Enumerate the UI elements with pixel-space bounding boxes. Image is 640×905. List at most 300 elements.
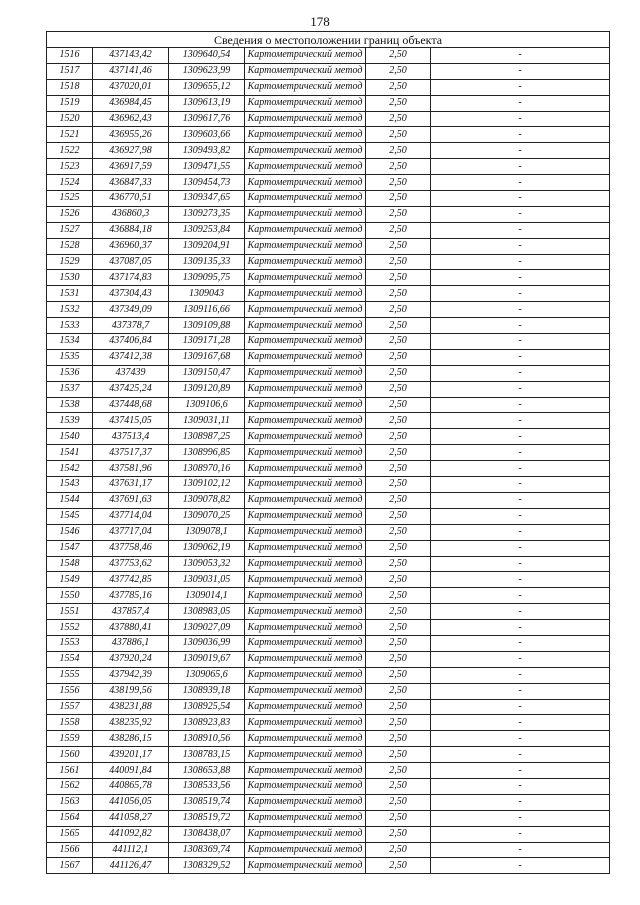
method-cell: Картометрический метод [245, 826, 366, 842]
y-coordinate-cell: 1309036,99 [169, 635, 245, 651]
x-coordinate-cell: 437758,46 [93, 540, 169, 556]
method-cell: Картометрический метод [245, 858, 366, 874]
point-number-cell: 1555 [47, 667, 93, 683]
x-coordinate-cell: 441092,82 [93, 826, 169, 842]
accuracy-cell: 2,50 [366, 842, 431, 858]
accuracy-cell: 2,50 [366, 63, 431, 79]
point-number-cell: 1525 [47, 191, 93, 207]
y-coordinate-cell: 1308996,85 [169, 445, 245, 461]
y-coordinate-cell: 1308987,25 [169, 429, 245, 445]
accuracy-cell: 2,50 [366, 79, 431, 95]
description-cell: - [431, 524, 610, 540]
x-coordinate-cell: 439201,17 [93, 747, 169, 763]
method-cell: Картометрический метод [245, 111, 366, 127]
point-number-cell: 1545 [47, 508, 93, 524]
y-coordinate-cell: 1308369,74 [169, 842, 245, 858]
point-number-cell: 1552 [47, 620, 93, 636]
description-cell: - [431, 445, 610, 461]
table-row [47, 556, 610, 572]
x-coordinate-cell: 437785,16 [93, 588, 169, 604]
table-row [47, 175, 610, 191]
y-coordinate-cell: 1309640,54 [169, 48, 245, 64]
method-cell: Картометрический метод [245, 667, 366, 683]
method-cell: Картометрический метод [245, 365, 366, 381]
description-cell: - [431, 334, 610, 350]
y-coordinate-cell: 1309135,33 [169, 254, 245, 270]
x-coordinate-cell: 437714,04 [93, 508, 169, 524]
accuracy-cell: 2,50 [366, 747, 431, 763]
table-row [47, 620, 610, 636]
y-coordinate-cell: 1309095,75 [169, 270, 245, 286]
accuracy-cell: 2,50 [366, 810, 431, 826]
method-cell: Картометрический метод [245, 715, 366, 731]
table-row [47, 397, 610, 413]
x-coordinate-cell: 438199,56 [93, 683, 169, 699]
table-row [47, 747, 610, 763]
description-cell: - [431, 95, 610, 111]
x-coordinate-cell: 436847,33 [93, 175, 169, 191]
point-number-cell: 1557 [47, 699, 93, 715]
x-coordinate-cell: 437412,38 [93, 349, 169, 365]
accuracy-cell: 2,50 [366, 477, 431, 493]
description-cell: - [431, 604, 610, 620]
method-cell: Картометрический метод [245, 302, 366, 318]
accuracy-cell: 2,50 [366, 286, 431, 302]
point-number-cell: 1526 [47, 206, 93, 222]
description-cell: - [431, 810, 610, 826]
method-cell: Картометрический метод [245, 763, 366, 779]
accuracy-cell: 2,50 [366, 604, 431, 620]
table-body [47, 32, 610, 874]
y-coordinate-cell: 1309603,66 [169, 127, 245, 143]
method-cell: Картометрический метод [245, 842, 366, 858]
x-coordinate-cell: 437581,96 [93, 461, 169, 477]
point-number-cell: 1562 [47, 778, 93, 794]
accuracy-cell: 2,50 [366, 159, 431, 175]
accuracy-cell: 2,50 [366, 127, 431, 143]
description-cell: - [431, 318, 610, 334]
point-number-cell: 1524 [47, 175, 93, 191]
description-cell: - [431, 699, 610, 715]
description-cell: - [431, 111, 610, 127]
table-row [47, 95, 610, 111]
accuracy-cell: 2,50 [366, 731, 431, 747]
method-cell: Картометрический метод [245, 63, 366, 79]
table-row [47, 651, 610, 667]
method-cell: Картометрический метод [245, 159, 366, 175]
description-cell: - [431, 763, 610, 779]
description-cell: - [431, 794, 610, 810]
description-cell: - [431, 413, 610, 429]
point-number-cell: 1518 [47, 79, 93, 95]
accuracy-cell: 2,50 [366, 572, 431, 588]
x-coordinate-cell: 437448,68 [93, 397, 169, 413]
point-number-cell: 1521 [47, 127, 93, 143]
method-cell: Картометрический метод [245, 508, 366, 524]
method-cell: Картометрический метод [245, 492, 366, 508]
point-number-cell: 1532 [47, 302, 93, 318]
point-number-cell: 1566 [47, 842, 93, 858]
accuracy-cell: 2,50 [366, 111, 431, 127]
method-cell: Картометрический метод [245, 48, 366, 64]
method-cell: Картометрический метод [245, 572, 366, 588]
table-row [47, 365, 610, 381]
point-number-cell: 1565 [47, 826, 93, 842]
accuracy-cell: 2,50 [366, 254, 431, 270]
table-row [47, 524, 610, 540]
description-cell: - [431, 826, 610, 842]
description-cell: - [431, 842, 610, 858]
table-row [47, 318, 610, 334]
accuracy-cell: 2,50 [366, 492, 431, 508]
x-coordinate-cell: 437087,05 [93, 254, 169, 270]
x-coordinate-cell: 437857,4 [93, 604, 169, 620]
x-coordinate-cell: 441112,1 [93, 842, 169, 858]
description-cell: - [431, 191, 610, 207]
x-coordinate-cell: 437174,83 [93, 270, 169, 286]
accuracy-cell: 2,50 [366, 238, 431, 254]
x-coordinate-cell: 437717,04 [93, 524, 169, 540]
y-coordinate-cell: 1308519,72 [169, 810, 245, 826]
accuracy-cell: 2,50 [366, 349, 431, 365]
table-row [47, 492, 610, 508]
table-row [47, 588, 610, 604]
table-row [47, 842, 610, 858]
method-cell: Картометрический метод [245, 524, 366, 540]
table-row [47, 254, 610, 270]
x-coordinate-cell: 436960,37 [93, 238, 169, 254]
y-coordinate-cell: 1309053,32 [169, 556, 245, 572]
method-cell: Картометрический метод [245, 445, 366, 461]
description-cell: - [431, 556, 610, 572]
accuracy-cell: 2,50 [366, 397, 431, 413]
accuracy-cell: 2,50 [366, 826, 431, 842]
table-row [47, 826, 610, 842]
description-cell: - [431, 715, 610, 731]
method-cell: Картометрический метод [245, 651, 366, 667]
point-number-cell: 1550 [47, 588, 93, 604]
x-coordinate-cell: 437942,39 [93, 667, 169, 683]
point-number-cell: 1549 [47, 572, 93, 588]
method-cell: Картометрический метод [245, 461, 366, 477]
y-coordinate-cell: 1308910,56 [169, 731, 245, 747]
description-cell: - [431, 651, 610, 667]
y-coordinate-cell: 1309043 [169, 286, 245, 302]
x-coordinate-cell: 436962,43 [93, 111, 169, 127]
method-cell: Картометрический метод [245, 286, 366, 302]
table-row [47, 159, 610, 175]
accuracy-cell: 2,50 [366, 699, 431, 715]
y-coordinate-cell: 1309019,67 [169, 651, 245, 667]
accuracy-cell: 2,50 [366, 778, 431, 794]
description-cell: - [431, 175, 610, 191]
x-coordinate-cell: 441056,05 [93, 794, 169, 810]
y-coordinate-cell: 1309623,99 [169, 63, 245, 79]
method-cell: Картометрический метод [245, 731, 366, 747]
accuracy-cell: 2,50 [366, 429, 431, 445]
table-row [47, 206, 610, 222]
method-cell: Картометрический метод [245, 191, 366, 207]
y-coordinate-cell: 1309062,19 [169, 540, 245, 556]
table-row [47, 508, 610, 524]
point-number-cell: 1558 [47, 715, 93, 731]
y-coordinate-cell: 1309106,6 [169, 397, 245, 413]
table-row [47, 429, 610, 445]
point-number-cell: 1520 [47, 111, 93, 127]
y-coordinate-cell: 1309171,28 [169, 334, 245, 350]
point-number-cell: 1561 [47, 763, 93, 779]
point-number-cell: 1547 [47, 540, 93, 556]
table-row [47, 445, 610, 461]
accuracy-cell: 2,50 [366, 508, 431, 524]
x-coordinate-cell: 440091,84 [93, 763, 169, 779]
x-coordinate-cell: 436770,51 [93, 191, 169, 207]
table-row [47, 604, 610, 620]
x-coordinate-cell: 437425,24 [93, 381, 169, 397]
x-coordinate-cell: 437753,62 [93, 556, 169, 572]
point-number-cell: 1529 [47, 254, 93, 270]
point-number-cell: 1519 [47, 95, 93, 111]
method-cell: Картометрический метод [245, 127, 366, 143]
method-cell: Картометрический метод [245, 206, 366, 222]
x-coordinate-cell: 436984,45 [93, 95, 169, 111]
y-coordinate-cell: 1308653,88 [169, 763, 245, 779]
x-coordinate-cell: 437513,4 [93, 429, 169, 445]
description-cell: - [431, 302, 610, 318]
point-number-cell: 1517 [47, 63, 93, 79]
point-number-cell: 1527 [47, 222, 93, 238]
y-coordinate-cell: 1308783,15 [169, 747, 245, 763]
y-coordinate-cell: 1309347,65 [169, 191, 245, 207]
table-row [47, 302, 610, 318]
x-coordinate-cell: 437691,63 [93, 492, 169, 508]
y-coordinate-cell: 1309078,82 [169, 492, 245, 508]
point-number-cell: 1534 [47, 334, 93, 350]
point-number-cell: 1560 [47, 747, 93, 763]
table-row [47, 778, 610, 794]
accuracy-cell: 2,50 [366, 635, 431, 651]
accuracy-cell: 2,50 [366, 95, 431, 111]
description-cell: - [431, 778, 610, 794]
description-cell: - [431, 48, 610, 64]
method-cell: Картометрический метод [245, 540, 366, 556]
table-row [47, 79, 610, 95]
y-coordinate-cell: 1309014,1 [169, 588, 245, 604]
description-cell: - [431, 222, 610, 238]
method-cell: Картометрический метод [245, 810, 366, 826]
y-coordinate-cell: 1309167,68 [169, 349, 245, 365]
method-cell: Картометрический метод [245, 413, 366, 429]
x-coordinate-cell: 437631,17 [93, 477, 169, 493]
method-cell: Картометрический метод [245, 79, 366, 95]
accuracy-cell: 2,50 [366, 175, 431, 191]
description-cell: - [431, 349, 610, 365]
description-cell: - [431, 159, 610, 175]
accuracy-cell: 2,50 [366, 461, 431, 477]
description-cell: - [431, 238, 610, 254]
description-cell: - [431, 492, 610, 508]
description-cell: - [431, 461, 610, 477]
point-number-cell: 1563 [47, 794, 93, 810]
table-row [47, 127, 610, 143]
table-row [47, 731, 610, 747]
x-coordinate-cell: 438286,15 [93, 731, 169, 747]
method-cell: Картометрический метод [245, 381, 366, 397]
point-number-cell: 1535 [47, 349, 93, 365]
description-cell: - [431, 588, 610, 604]
y-coordinate-cell: 1308939,18 [169, 683, 245, 699]
y-coordinate-cell: 1309109,88 [169, 318, 245, 334]
description-cell: - [431, 731, 610, 747]
point-number-cell: 1554 [47, 651, 93, 667]
y-coordinate-cell: 1309031,11 [169, 413, 245, 429]
point-number-cell: 1528 [47, 238, 93, 254]
method-cell: Картометрический метод [245, 143, 366, 159]
description-cell: - [431, 477, 610, 493]
accuracy-cell: 2,50 [366, 365, 431, 381]
x-coordinate-cell: 437349,09 [93, 302, 169, 318]
x-coordinate-cell: 436955,26 [93, 127, 169, 143]
method-cell: Картометрический метод [245, 397, 366, 413]
accuracy-cell: 2,50 [366, 715, 431, 731]
y-coordinate-cell: 1308970,16 [169, 461, 245, 477]
x-coordinate-cell: 441058,27 [93, 810, 169, 826]
description-cell: - [431, 858, 610, 874]
point-number-cell: 1531 [47, 286, 93, 302]
point-number-cell: 1553 [47, 635, 93, 651]
method-cell: Картометрический метод [245, 477, 366, 493]
x-coordinate-cell: 437406,84 [93, 334, 169, 350]
method-cell: Картометрический метод [245, 429, 366, 445]
x-coordinate-cell: 437143,42 [93, 48, 169, 64]
table-row [47, 381, 610, 397]
accuracy-cell: 2,50 [366, 48, 431, 64]
point-number-cell: 1540 [47, 429, 93, 445]
table-row [47, 858, 610, 874]
accuracy-cell: 2,50 [366, 143, 431, 159]
x-coordinate-cell: 437886,1 [93, 635, 169, 651]
y-coordinate-cell: 1308983,05 [169, 604, 245, 620]
boundary-coordinates-table [46, 31, 610, 874]
y-coordinate-cell: 1309454,73 [169, 175, 245, 191]
description-cell: - [431, 79, 610, 95]
table-row [47, 238, 610, 254]
description-cell: - [431, 747, 610, 763]
table-row [47, 477, 610, 493]
accuracy-cell: 2,50 [366, 763, 431, 779]
description-cell: - [431, 683, 610, 699]
table-row [47, 143, 610, 159]
table-title: Сведения о местоположении границ объекта [47, 32, 610, 48]
method-cell: Картометрический метод [245, 349, 366, 365]
table-row [47, 349, 610, 365]
x-coordinate-cell: 436917,59 [93, 159, 169, 175]
y-coordinate-cell: 1309253,84 [169, 222, 245, 238]
y-coordinate-cell: 1309116,66 [169, 302, 245, 318]
point-number-cell: 1543 [47, 477, 93, 493]
x-coordinate-cell: 437304,43 [93, 286, 169, 302]
y-coordinate-cell: 1309150,47 [169, 365, 245, 381]
point-number-cell: 1522 [47, 143, 93, 159]
method-cell: Картометрический метод [245, 222, 366, 238]
y-coordinate-cell: 1309204,91 [169, 238, 245, 254]
table-row [47, 270, 610, 286]
x-coordinate-cell: 437920,24 [93, 651, 169, 667]
table-row [47, 286, 610, 302]
table-row [47, 413, 610, 429]
accuracy-cell: 2,50 [366, 683, 431, 699]
x-coordinate-cell: 437742,85 [93, 572, 169, 588]
x-coordinate-cell: 437415,05 [93, 413, 169, 429]
point-number-cell: 1546 [47, 524, 93, 540]
description-cell: - [431, 270, 610, 286]
y-coordinate-cell: 1308519,74 [169, 794, 245, 810]
description-cell: - [431, 127, 610, 143]
accuracy-cell: 2,50 [366, 667, 431, 683]
y-coordinate-cell: 1308923,83 [169, 715, 245, 731]
method-cell: Картометрический метод [245, 270, 366, 286]
y-coordinate-cell: 1309027,09 [169, 620, 245, 636]
y-coordinate-cell: 1309031,05 [169, 572, 245, 588]
table-row [47, 191, 610, 207]
table-row [47, 334, 610, 350]
y-coordinate-cell: 1309078,1 [169, 524, 245, 540]
method-cell: Картометрический метод [245, 556, 366, 572]
method-cell: Картометрический метод [245, 635, 366, 651]
description-cell: - [431, 508, 610, 524]
accuracy-cell: 2,50 [366, 206, 431, 222]
y-coordinate-cell: 1309065,6 [169, 667, 245, 683]
accuracy-cell: 2,50 [366, 651, 431, 667]
y-coordinate-cell: 1308329,52 [169, 858, 245, 874]
x-coordinate-cell: 436860,3 [93, 206, 169, 222]
description-cell: - [431, 620, 610, 636]
accuracy-cell: 2,50 [366, 191, 431, 207]
x-coordinate-cell: 437439 [93, 365, 169, 381]
accuracy-cell: 2,50 [366, 588, 431, 604]
table-row [47, 810, 610, 826]
y-coordinate-cell: 1309102,12 [169, 477, 245, 493]
table-row [47, 667, 610, 683]
accuracy-cell: 2,50 [366, 381, 431, 397]
x-coordinate-cell: 437378,7 [93, 318, 169, 334]
point-number-cell: 1556 [47, 683, 93, 699]
x-coordinate-cell: 437880,41 [93, 620, 169, 636]
method-cell: Картометрический метод [245, 334, 366, 350]
method-cell: Картометрический метод [245, 620, 366, 636]
x-coordinate-cell: 438235,92 [93, 715, 169, 731]
point-number-cell: 1541 [47, 445, 93, 461]
table-title-row [47, 32, 610, 48]
method-cell: Картометрический метод [245, 604, 366, 620]
point-number-cell: 1537 [47, 381, 93, 397]
table-row [47, 111, 610, 127]
y-coordinate-cell: 1308533,56 [169, 778, 245, 794]
accuracy-cell: 2,50 [366, 302, 431, 318]
description-cell: - [431, 572, 610, 588]
method-cell: Картометрический метод [245, 254, 366, 270]
accuracy-cell: 2,50 [366, 858, 431, 874]
y-coordinate-cell: 1309655,12 [169, 79, 245, 95]
description-cell: - [431, 635, 610, 651]
x-coordinate-cell: 440865,78 [93, 778, 169, 794]
x-coordinate-cell: 438231,88 [93, 699, 169, 715]
description-cell: - [431, 667, 610, 683]
point-number-cell: 1564 [47, 810, 93, 826]
table-row [47, 572, 610, 588]
table-row [47, 794, 610, 810]
method-cell: Картометрический метод [245, 699, 366, 715]
